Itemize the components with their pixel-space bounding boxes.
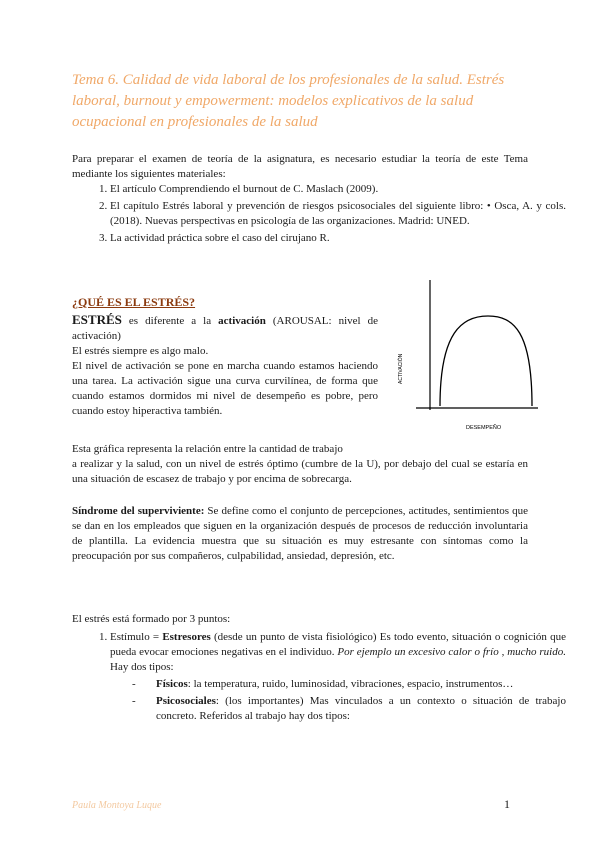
document-title: Tema 6. Calidad de vida laboral de los profesionales de la salud. Estrés laboral, burnout y empowerment: modelos explicativos de la salud ocupacional en profesionales de la salud bbox=[72, 72, 505, 130]
point1-italic: Por ejemplo un excesivo calor o frío , mucho ruido. bbox=[337, 646, 566, 658]
activation-graph bbox=[396, 272, 540, 436]
footer-author: Paula Montoya Luque bbox=[72, 800, 162, 811]
type-text: : (los importantes) Mas vinculados a un contexto o situación de trabajo concreto. Referidos al trabajo hay dos tipos: bbox=[156, 695, 566, 722]
estres-paragraph-2: El estrés siempre es algo malo. bbox=[72, 345, 209, 357]
materials-list bbox=[72, 182, 566, 248]
estres-definition bbox=[72, 312, 378, 419]
list-item: 1. El artículo Comprendiendo el burnout de C. Maslach (2009). bbox=[110, 182, 566, 197]
list-item bbox=[110, 630, 566, 724]
inverted-u-curve bbox=[440, 316, 532, 406]
types-list bbox=[110, 677, 566, 724]
point1-mid: (desde un punto de vista fisiológico) Es todo evento, situación o cognición que pueda evocar emociones negativas en el individuo. bbox=[110, 631, 566, 658]
type-label: Psicosociales bbox=[156, 695, 216, 707]
point1-start: Estímulo = bbox=[110, 631, 163, 643]
intro-paragraph: Para preparar el examen de teoría de la asignatura, es necesario estudiar la teoría de este Tema mediante los siguientes materiales: bbox=[72, 153, 528, 180]
formado-line: El estrés está formado por 3 puntos: bbox=[72, 613, 231, 625]
graph-caption-line-1: Esta gráfica representa la relación entre la cantidad de trabajo bbox=[72, 443, 343, 455]
list-item: 2. El capítulo Estrés laboral y prevención de riesgos psicosociales del siguiente libro: • Osca, A. y cols. (2018). Nuevas perspectivas en psicología de las organizaciones. Madrid: UNED. bbox=[110, 199, 566, 229]
estres-paragraph-1 bbox=[72, 312, 378, 344]
estres-p1-end: (AROUSAL: nivel de activación) bbox=[72, 315, 378, 342]
sindrome-text: Se define como el conjunto de percepciones, actitudes, sentimientos que se dan en los empleados que siguen en la organización después de procesos de reducción involuntaria de plantilla. La evidencia muestra que su situación es muy estresante con síntomas como la preocupación por sus compañeros, culpabilidad, ansiedad, depresión, etc. bbox=[72, 505, 528, 562]
point1-bold: Estresores bbox=[162, 631, 211, 643]
list-item bbox=[146, 677, 566, 692]
graph-caption-line-2: a realizar y la salud, con un nivel de estrés óptimo (cumbre de la U), por debajo del cual se estaría en una situación de escasez de trabajo y por encima de sobrecarga. bbox=[72, 458, 528, 485]
x-axis-label: DESEMPEÑO bbox=[466, 425, 502, 431]
activacion-word: activación bbox=[218, 315, 266, 327]
point1-end: Hay dos tipos: bbox=[110, 661, 174, 673]
estres-p1-mid: es diferente a la bbox=[121, 315, 219, 327]
type-label: Físicos bbox=[156, 678, 188, 690]
page-number: 1 bbox=[504, 797, 510, 811]
type-text: : la temperatura, ruido, luminosidad, vibraciones, espacio, instrumentos… bbox=[187, 678, 514, 690]
list-item: 3. La actividad práctica sobre el caso del cirujano R. bbox=[110, 231, 566, 246]
sindrome-paragraph bbox=[72, 504, 528, 564]
list-item bbox=[146, 694, 566, 724]
points-list bbox=[72, 630, 566, 726]
y-axis-label: ACTIVACIÓN bbox=[398, 353, 404, 384]
section-heading: ¿QUÉ ES EL ESTRÉS? bbox=[72, 295, 196, 309]
estres-word: ESTRÉS bbox=[72, 312, 122, 327]
sindrome-label: Síndrome del superviviente: bbox=[72, 505, 205, 517]
estres-paragraph-3: El nivel de activación se pone en marcha cuando estamos haciendo una tarea. La activación sigue una curva curvilínea, de forma que cuando estamos dormidos mi nivel de desempeño es pobre, pero cuando estoy hiperactiva también. bbox=[72, 360, 378, 417]
